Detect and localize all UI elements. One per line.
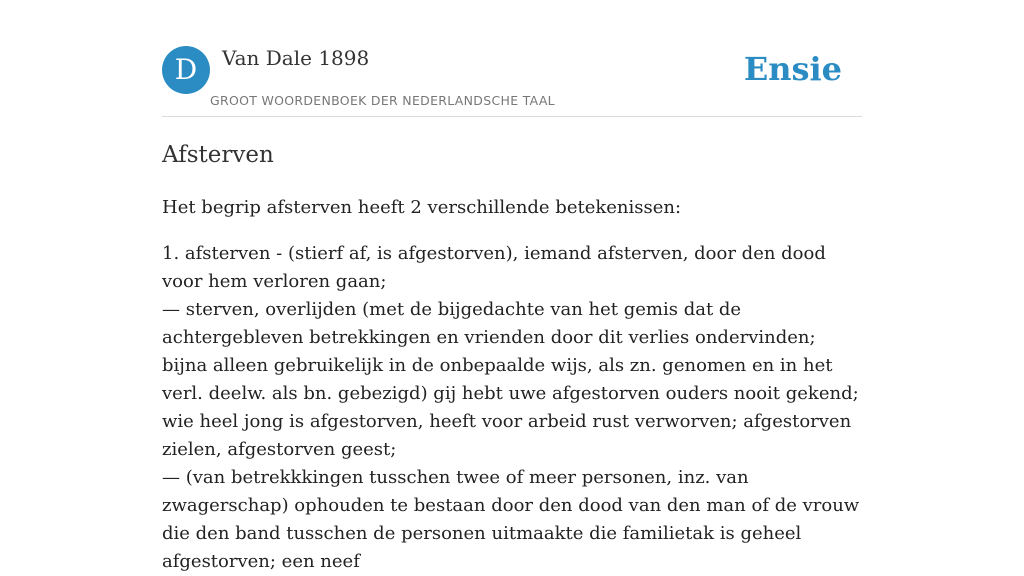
definition-line: — (van betrekkkingen tusschen twee of meer personen, inz. van zwagerschap) ophouden te bestaan door den dood van den man of de vrouw die den band tusschen de personen uitmaakte die familietak is geheel afgestorven; een neef [162,467,860,572]
entry-content [162,138,862,576]
definition-line: 1. afsterven - (stierf af, is afgestorven), iemand afsterven, door den dood voor hem verloren gaan; [162,243,826,292]
entry-intro: Het begrip afsterven heeft 2 verschillende betekenissen: [162,197,682,218]
definition-text [162,240,862,576]
definition-line: — sterven, overlijden (met de bijgedachte van het gemis dat de achtergebleven betrekkingen en vrienden door dit verlies ondervinden; bijna alleen gebruikelijk in de onbepaalde wijs, als zn. genomen en in het verl. deelw. als bn. gebezigd) gij hebt uwe afgestorven ouders nooit gekend; wie heel jong is afgestorven, heeft voor arbeid rust verworven; afgestorven zielen, afgestorven geest; [162,299,859,460]
dictionary-title[interactable]: Van Dale 1898 [222,46,370,70]
site-header [162,46,862,117]
entry-title: Afsterven [162,142,274,168]
dictionary-subtitle: GROOT WOORDENBOEK DER NEDERLANDSCHE TAAL [210,93,555,108]
dictionary-logo[interactable]: D [162,46,210,94]
ensie-brand-logo[interactable]: Ensie [743,50,842,88]
